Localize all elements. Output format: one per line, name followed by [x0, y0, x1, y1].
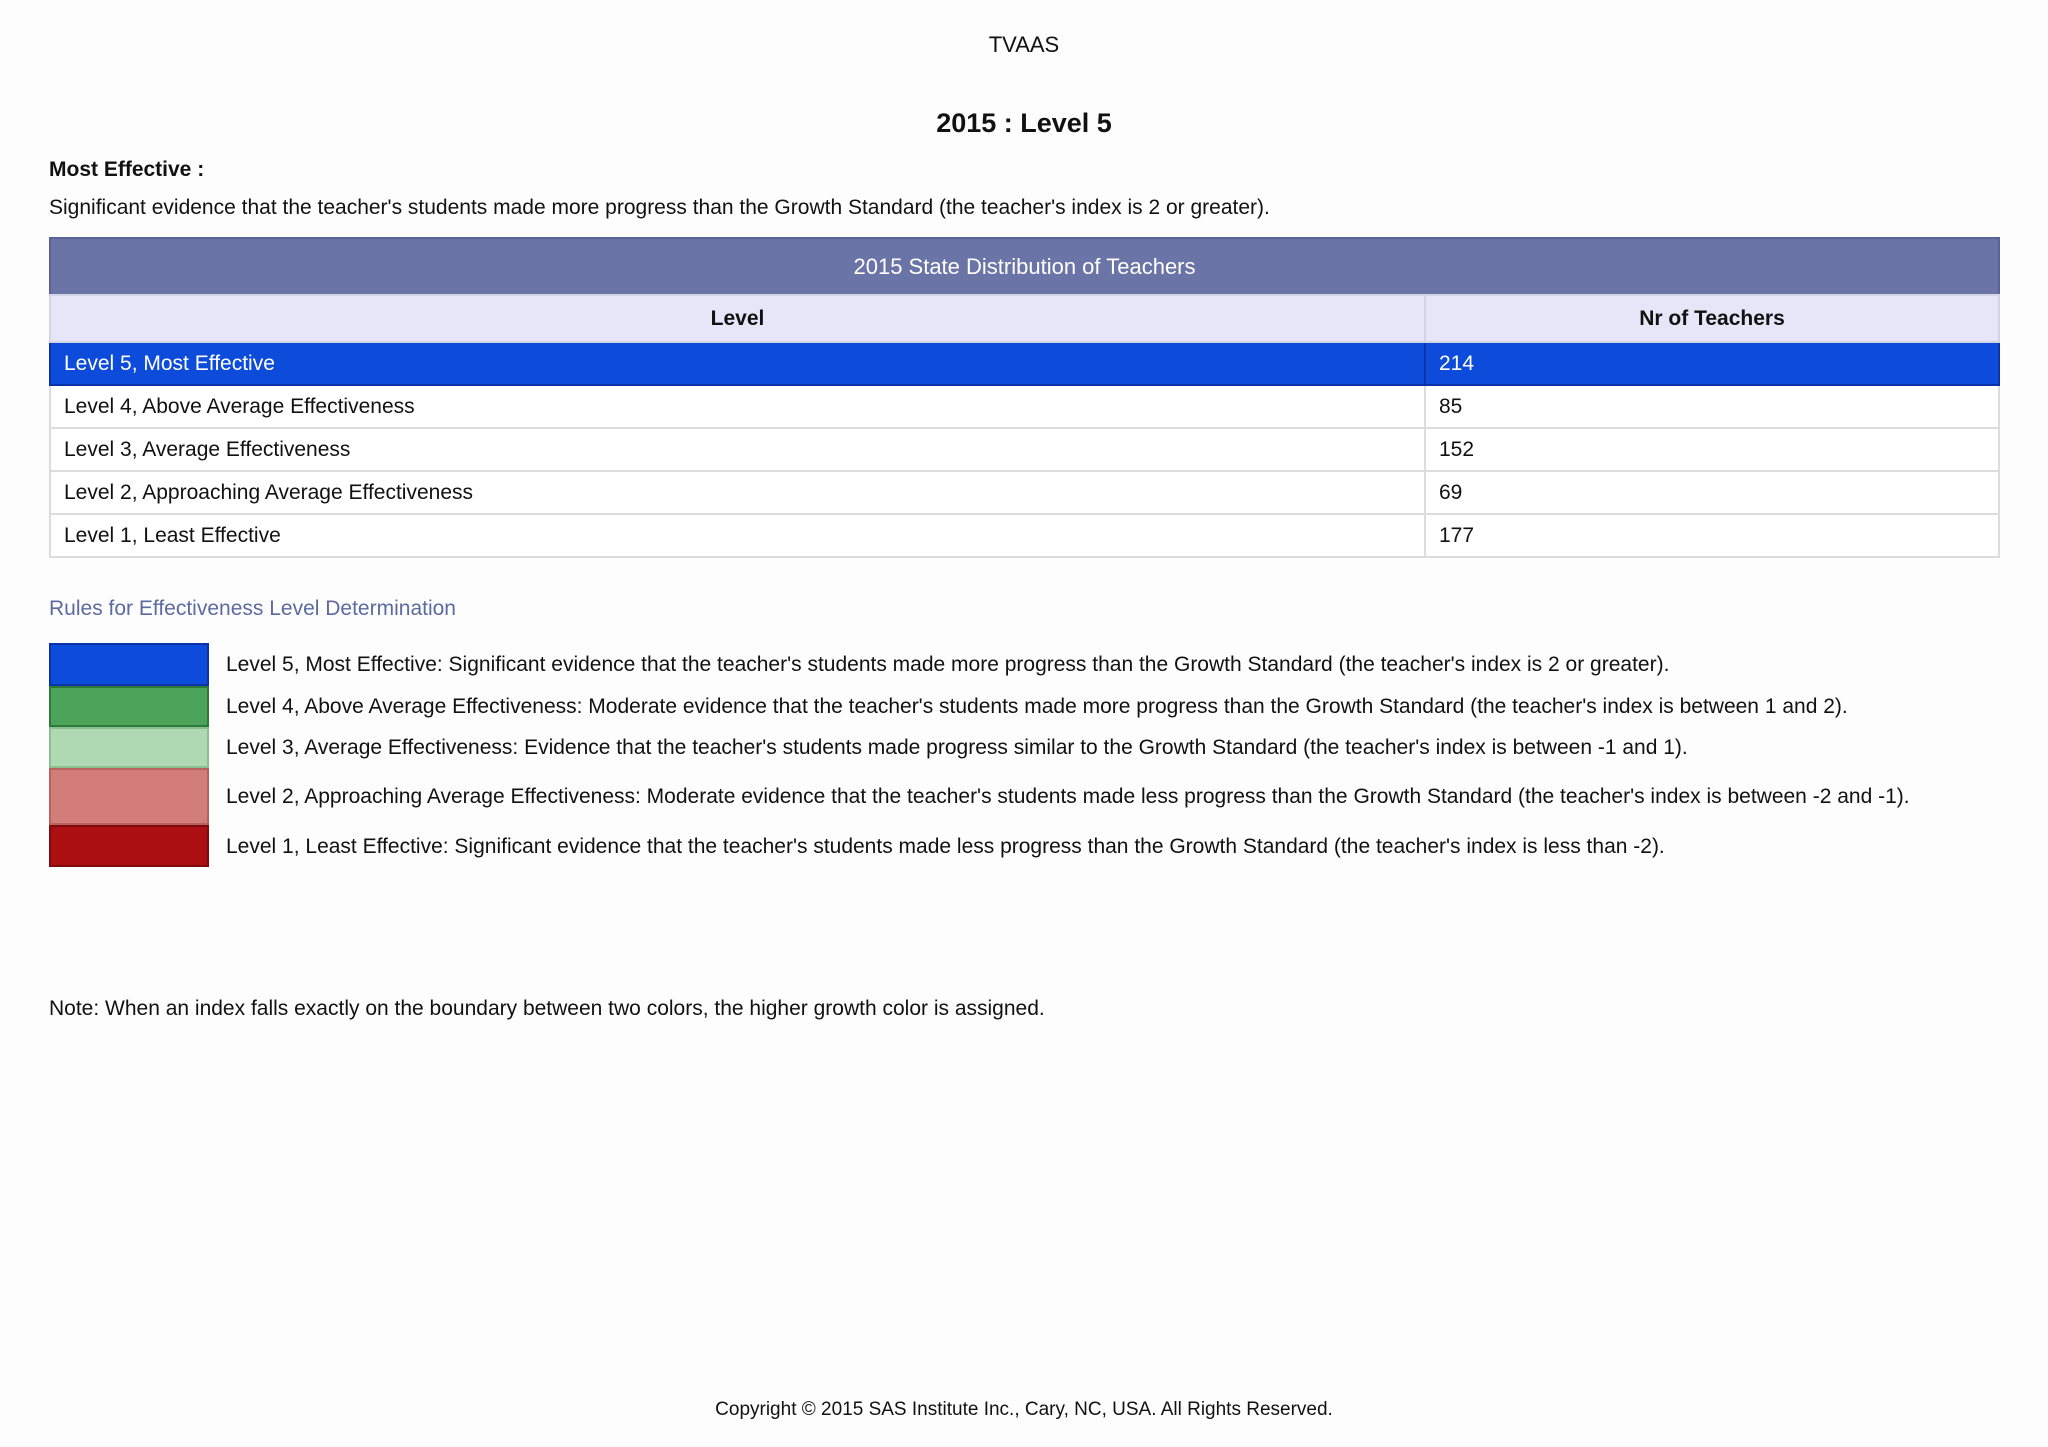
distribution-table-caption: 2015 State Distribution of Teachers: [49, 237, 2000, 294]
table-row[interactable]: [50, 428, 1999, 471]
app-title: TVAAS: [988, 32, 1060, 57]
table-row[interactable]: [50, 385, 1999, 428]
column-header-count[interactable]: Nr of Teachers: [1425, 295, 1999, 342]
legend-color-swatch: [49, 768, 209, 825]
report-title: 2015 : Level 5: [936, 108, 1112, 138]
level-cell[interactable]: Level 3, Average Effectiveness: [50, 428, 1425, 471]
count-cell: 85: [1425, 385, 1999, 428]
legend-color-swatch: [49, 643, 209, 686]
legend-color-swatch: [49, 825, 209, 867]
level-cell[interactable]: Level 4, Above Average Effectiveness: [50, 385, 1425, 428]
table-header-row: [50, 295, 1999, 342]
legend-text: Level 3, Average Effectiveness: Evidence that the teacher's students made progress similar to the Growth Standard (the teacher's index is between -1 and 1).: [226, 736, 1688, 759]
column-header-level[interactable]: Level: [50, 295, 1425, 342]
legend-row: [49, 643, 2000, 686]
legend-row: [49, 768, 2000, 825]
legend-row: [49, 727, 2000, 768]
distribution-table: [49, 237, 2000, 558]
legend-text: Level 2, Approaching Average Effectiveness: Moderate evidence that the teacher's students made less progress than the Growth Standard (the teacher's index is between -2 and -1).: [226, 785, 1910, 808]
count-cell: 214: [1425, 342, 1999, 385]
count-cell: 69: [1425, 471, 1999, 514]
legend-color-swatch: [49, 727, 209, 768]
count-cell: 177: [1425, 514, 1999, 557]
legend-row: [49, 825, 2000, 867]
rules-title: Rules for Effectiveness Level Determination: [49, 597, 456, 620]
table-row[interactable]: [50, 471, 1999, 514]
table-row[interactable]: [50, 514, 1999, 557]
level-description: Significant evidence that the teacher's students made more progress than the Growth Standard (the teacher's index is 2 or greater).: [49, 196, 1270, 219]
level-heading: Most Effective :: [49, 158, 205, 181]
table-row[interactable]: [50, 342, 1999, 385]
note-text: Note: When an index falls exactly on the boundary between two colors, the higher growth color is assigned.: [49, 997, 1045, 1020]
legend-text: Level 1, Least Effective: Significant evidence that the teacher's students made less progress than the Growth Standard (the teacher's index is less than -2).: [226, 834, 1665, 858]
legend-row: [49, 686, 2000, 727]
legend: [49, 643, 2000, 867]
legend-text: Level 5, Most Effective: Significant evidence that the teacher's students made more progress than the Growth Standard (the teacher's index is 2 or greater).: [226, 653, 1670, 676]
level-cell[interactable]: Level 1, Least Effective: [50, 514, 1425, 557]
level-cell[interactable]: Level 2, Approaching Average Effectiveness: [50, 471, 1425, 514]
count-cell: 152: [1425, 428, 1999, 471]
legend-color-swatch: [49, 686, 209, 727]
level-cell[interactable]: Level 5, Most Effective: [50, 342, 1425, 385]
copyright-footer: Copyright © 2015 SAS Institute Inc., Cary, NC, USA. All Rights Reserved.: [715, 1399, 1333, 1420]
legend-text: Level 4, Above Average Effectiveness: Moderate evidence that the teacher's students made more progress than the Growth Standard (the teacher's index is between 1 and 2).: [226, 695, 1848, 718]
